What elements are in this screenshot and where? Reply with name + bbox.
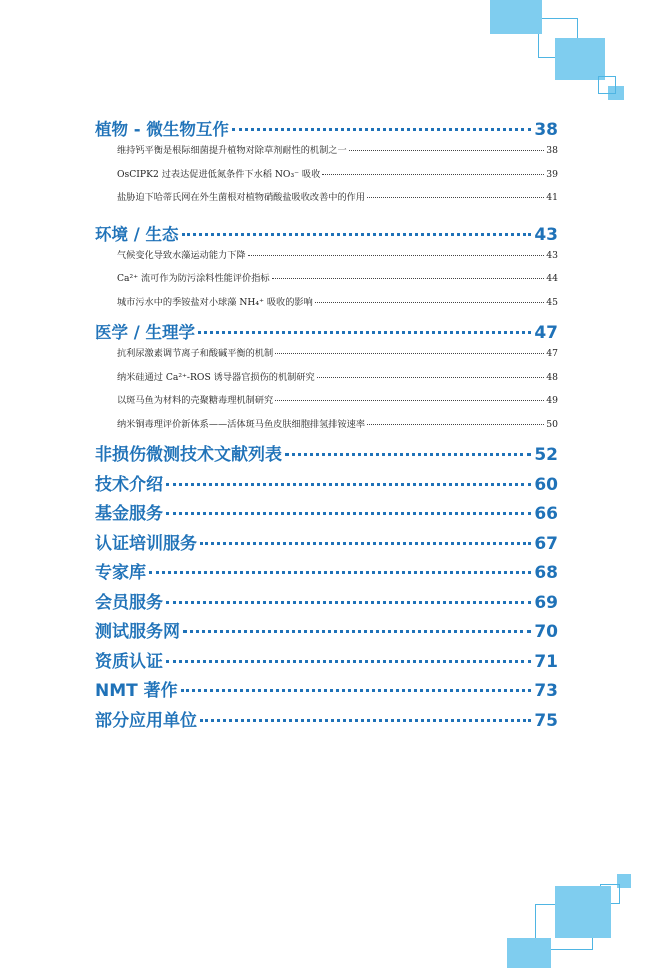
- entry-title: 非损伤微测技术文献列表: [95, 445, 282, 465]
- dot-leader: [275, 353, 544, 354]
- page-number: 52: [534, 445, 558, 465]
- page-number: 39: [546, 168, 558, 180]
- page-number: 38: [534, 120, 558, 140]
- entry-title: 技术介绍: [95, 474, 163, 495]
- page-number: 67: [534, 533, 558, 554]
- dot-leader: [349, 150, 545, 151]
- section-title: 植物 - 微生物互作: [95, 120, 229, 139]
- dot-leader: [248, 255, 545, 256]
- dot-leader: [181, 689, 532, 692]
- entry-title: NMT 著作: [95, 681, 178, 701]
- item-title: 抗利尿激素调节离子和酸碱平衡的机制: [117, 348, 274, 359]
- toc-item[interactable]: [117, 248, 558, 272]
- page-number: 48: [546, 371, 558, 383]
- dot-leader: [166, 660, 531, 663]
- page-number: 38: [546, 145, 558, 156]
- toc-main-entry[interactable]: [95, 499, 558, 529]
- dot-leader: [315, 302, 544, 303]
- dot-leader: [166, 483, 531, 486]
- item-title: 以斑马鱼为材料的壳聚糖毒理机制研究: [117, 395, 274, 406]
- dot-leader: [275, 400, 544, 401]
- item-title: 纳米硅通过 Ca²⁺-ROS 诱导器官损伤的机制研究: [117, 371, 315, 383]
- section-title: 环境 / 生态: [95, 224, 179, 244]
- dot-leader: [182, 233, 532, 236]
- toc-item[interactable]: [117, 167, 558, 191]
- entry-title: 认证培训服务: [95, 533, 197, 554]
- item-title: 纳米铜毒理评价新体系——活体斑马鱼皮肤细胞排氢排铵速率: [117, 418, 366, 430]
- entry-title: 部分应用单位: [95, 710, 197, 731]
- toc-main-entry[interactable]: [95, 588, 558, 618]
- page-number: 68: [534, 563, 558, 583]
- dot-leader: [200, 719, 531, 722]
- toc-item[interactable]: [117, 370, 558, 394]
- dot-leader: [149, 571, 531, 574]
- page-number: 69: [534, 592, 558, 613]
- table-of-contents: [95, 115, 558, 735]
- page-number: 49: [546, 395, 558, 406]
- entry-title: 资质认证: [95, 651, 163, 672]
- toc-item[interactable]: [117, 346, 558, 370]
- toc-main-entry[interactable]: [95, 706, 558, 736]
- page-number: 50: [546, 418, 558, 430]
- toc-section-heading[interactable]: [95, 116, 558, 143]
- dot-leader: [200, 542, 531, 545]
- dot-leader: [317, 377, 545, 378]
- page-number: 47: [534, 323, 558, 343]
- dot-leader: [166, 601, 531, 604]
- item-title: Ca²⁺ 流可作为防污涂料性能评价指标: [117, 273, 270, 284]
- dot-leader: [272, 278, 545, 279]
- dot-leader: [183, 630, 531, 633]
- page-number: 44: [546, 273, 558, 284]
- page-number: 60: [534, 474, 558, 495]
- toc-item[interactable]: [117, 143, 558, 167]
- toc-section-heading[interactable]: [95, 221, 558, 248]
- toc-item[interactable]: [117, 190, 558, 214]
- dot-leader: [232, 128, 531, 131]
- deco-square: [555, 886, 611, 938]
- toc-main-entry[interactable]: [95, 529, 558, 559]
- entry-title: 基金服务: [95, 504, 163, 524]
- item-title: 盐胁迫下哈蒂氏网在外生菌根对植物硝酸盐吸收改善中的作用: [117, 192, 366, 203]
- dot-leader: [322, 174, 544, 175]
- bottom-right-decoration: [495, 860, 650, 968]
- item-title: 城市污水中的季铵盐对小球藻 NH₄⁺ 吸收的影响: [117, 296, 313, 308]
- deco-square: [555, 38, 605, 80]
- page-number: 45: [546, 296, 558, 308]
- page-number: 73: [534, 681, 558, 701]
- entry-title: 专家库: [95, 563, 146, 583]
- toc-main-entry[interactable]: [95, 440, 558, 470]
- section-gap: [95, 214, 558, 220]
- toc-item[interactable]: [117, 271, 558, 295]
- dot-leader: [285, 453, 531, 456]
- deco-outline-square: [598, 76, 616, 94]
- item-title: OsCIPK2 过表达促进低氮条件下水稻 NO₃⁻ 吸收: [117, 168, 321, 180]
- toc-main-entry[interactable]: [95, 558, 558, 588]
- deco-square: [507, 938, 551, 968]
- entry-title: 测试服务网: [95, 622, 180, 642]
- top-right-decoration: [490, 0, 650, 110]
- page-number: 47: [546, 348, 558, 359]
- page-number: 43: [546, 249, 558, 261]
- dot-leader: [166, 512, 531, 515]
- toc-main-entry[interactable]: [95, 676, 558, 706]
- dot-leader: [198, 331, 531, 334]
- item-title: 维持钙平衡是根际细菌提升植物对除草剂耐性的机制之一: [117, 145, 347, 156]
- toc-main-entry[interactable]: [95, 617, 558, 647]
- page-number: 75: [534, 710, 558, 731]
- page-number: 71: [534, 651, 558, 672]
- page-number: 66: [534, 504, 558, 524]
- dot-leader: [367, 197, 544, 198]
- toc-main-entry[interactable]: [95, 647, 558, 677]
- deco-square: [490, 0, 542, 34]
- toc-item[interactable]: [117, 393, 558, 417]
- page-number: 70: [534, 622, 558, 642]
- page-number: 43: [534, 224, 558, 245]
- section-title: 医学 / 生理学: [95, 323, 196, 342]
- toc-item[interactable]: [117, 295, 558, 319]
- toc-main-entry[interactable]: [95, 470, 558, 500]
- item-title: 气候变化导致水藻运动能力下降: [117, 249, 246, 261]
- toc-section-heading[interactable]: [95, 319, 558, 346]
- dot-leader: [367, 424, 544, 425]
- page-number: 41: [546, 192, 558, 203]
- toc-item[interactable]: [117, 417, 558, 441]
- entry-title: 会员服务: [95, 592, 163, 613]
